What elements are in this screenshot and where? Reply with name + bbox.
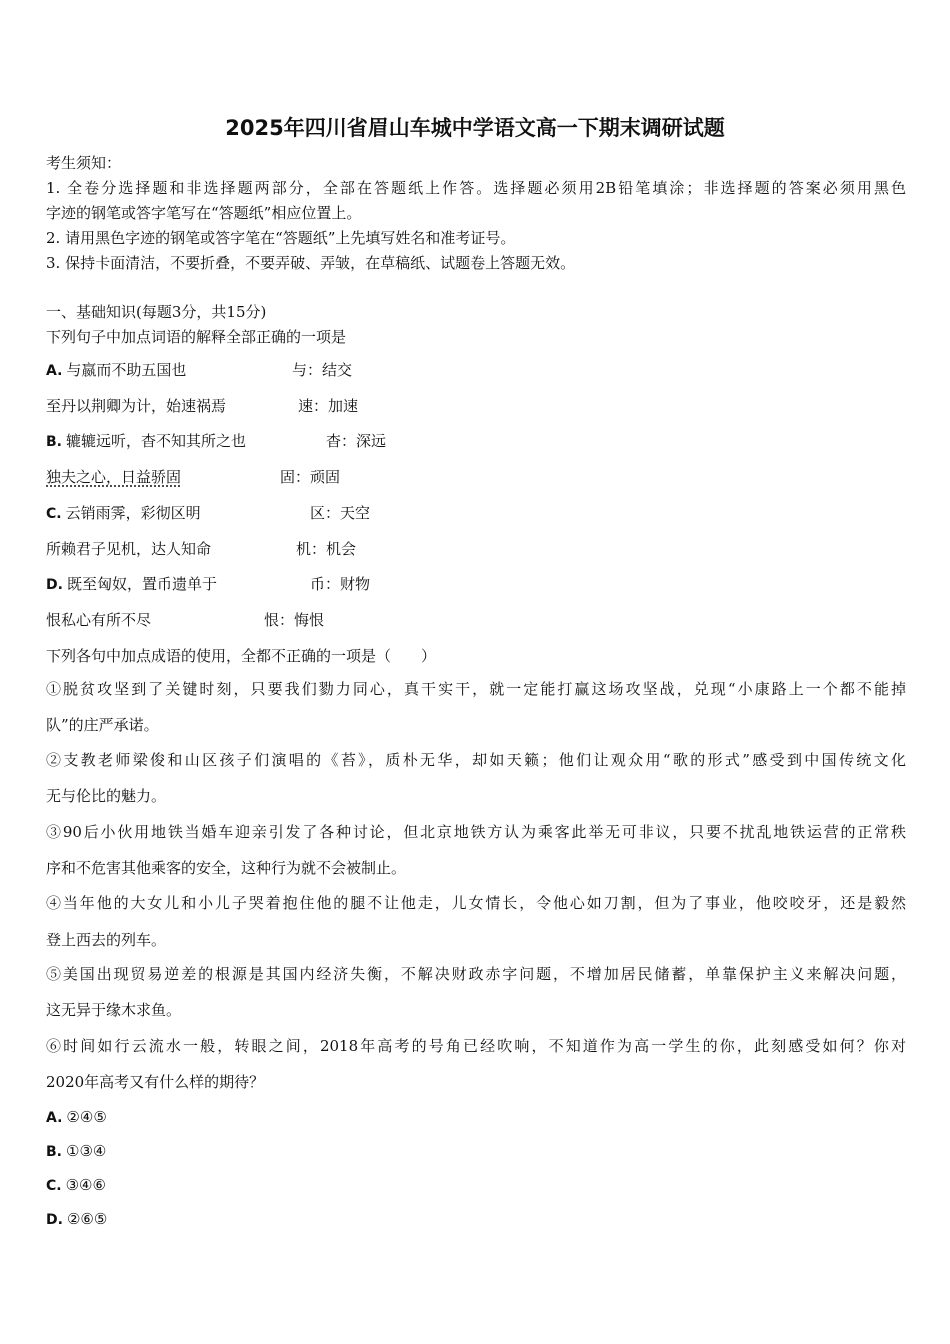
q2-item-line-1: ⑥时间如行云流水一般，转眼之间，2018年高考的号角已经吹响，不知道作为高一学生的你，此刻感受如何？你对 [46, 1037, 906, 1055]
q1-gloss: 币：财物 [310, 575, 371, 593]
q1-sentence: 至丹以荆卿为计，始速祸焉 [46, 397, 227, 415]
q2-item-line-1: ②支教老师梁俊和山区孩子们演唱的《苔》，质朴无华，却如天籁；他们让观众用“歌的形式”感受到中国传统文化 [46, 751, 906, 769]
option-label: D. [46, 1212, 63, 1228]
q1-sentence: 既至匈奴，置币遗单于 [66, 575, 217, 593]
q2-item-line-2: 2020年高考又有什么样的期待？ [46, 1073, 265, 1091]
q1-row [46, 539, 906, 559]
q1-gloss: 速：加速 [298, 397, 359, 415]
option-text: ③④⑥ [65, 1176, 106, 1194]
q2-item-line-2: 无与伦比的魅力。 [46, 787, 167, 805]
q2-item-line-2: 登上西去的列车。 [46, 931, 167, 949]
notice-item-1-line-1: 1. 全卷分选择题和非选择题两部分，全部在答题纸上作答。选择题必须用2B铅笔填涂；非选择题的答案必须用黑色 [46, 179, 906, 197]
q1-gloss: 恨：悔恨 [264, 611, 325, 629]
notice-heading: 考生须知： [46, 154, 122, 172]
q2-item-line-1: ④当年他的大女儿和小儿子哭着抱住他的腿不让他走，儿女情长，令他心如刀割，但为了事业，他咬咬牙，还是毅然 [46, 894, 906, 912]
page-title: 2025年四川省眉山车城中学语文高一下期末调研试题 [225, 116, 725, 140]
q2-option [46, 1175, 906, 1196]
q1-row [46, 396, 906, 416]
q2-item-line-1: ③90后小伙用地铁当婚车迎亲引发了各种讨论，但北京地铁方认为乘客此举无可非议，只要不扰乱地铁运营的正常秩 [46, 823, 906, 841]
q1-sentence: 独夫之心，日益骄固 [46, 468, 182, 486]
q2-item-line-1: ①脱贫攻坚到了关键时刻，只要我们勠力同心，真干实干，就一定能打赢这场攻坚战，兑现“小康路上一个都不能掉 [46, 680, 906, 698]
option-text: ②⑥⑤ [66, 1210, 108, 1228]
notice-item-2: 2. 请用黑色字迹的钢笔或答字笔在“答题纸”上先填写姓名和准考证号。 [46, 229, 516, 247]
q1-row [46, 431, 906, 452]
q1-gloss: 固：顽固 [280, 468, 341, 486]
q1-row [46, 503, 906, 524]
q2-item-line-2: 序和不危害其他乘客的安全，这种行为就不会被制止。 [46, 859, 407, 877]
notice-item-3: 3. 保持卡面清洁，不要折叠，不要弄破、弄皱，在草稿纸、试题卷上答题无效。 [46, 254, 576, 272]
q1-sentence: 恨私心有所不尽 [46, 611, 152, 629]
option-label: A. [46, 1110, 63, 1126]
notice-item-1-line-2: 字迹的钢笔或答字笔写在“答题纸”相应位置上。 [46, 204, 362, 222]
q2-option [46, 1209, 906, 1230]
option-text: ①③④ [66, 1142, 107, 1160]
q1-sentence: 所赖君子见机，达人知命 [46, 540, 212, 558]
option-label: D. [46, 577, 63, 593]
option-text: ②④⑤ [66, 1108, 107, 1126]
q1-gloss: 区：天空 [310, 504, 371, 522]
q1-gloss: 杳：深远 [326, 432, 387, 450]
option-label: A. [46, 363, 63, 379]
section-heading: 一、基础知识(每题3分，共15分) [46, 303, 267, 321]
option-label: B. [46, 434, 62, 450]
q1-gloss: 与：结交 [292, 361, 353, 379]
q1-sentence: 云销雨霁，彩彻区明 [65, 504, 201, 522]
option-label: C. [46, 506, 62, 522]
q1-gloss: 机：机会 [296, 540, 357, 558]
q2-item-line-1: ⑤美国出现贸易逆差的根源是其国内经济失衡，不解决财政赤字问题，不增加居民储蓄，单靠保护主义来解决问题， [46, 965, 906, 983]
q1-sentence: 辘辘远听，杳不知其所之也 [66, 432, 247, 450]
q1-row [46, 360, 906, 381]
q2-option [46, 1107, 906, 1128]
q1-row [46, 467, 906, 487]
q2-option [46, 1141, 906, 1162]
q2-item-line-2: 队”的庄严承诺。 [46, 716, 159, 734]
question-2-stem: 下列各句中加点成语的使用，全都不正确的一项是（ ） [46, 647, 437, 665]
q1-sentence: 与嬴而不助五国也 [66, 361, 187, 379]
q1-row [46, 610, 906, 630]
option-label: B. [46, 1144, 62, 1160]
question-1-stem: 下列句子中加点词语的解释全部正确的一项是 [46, 328, 347, 346]
option-label: C. [46, 1178, 62, 1194]
q2-item-line-2: 这无异于缘木求鱼。 [46, 1001, 182, 1019]
q1-row [46, 574, 906, 595]
